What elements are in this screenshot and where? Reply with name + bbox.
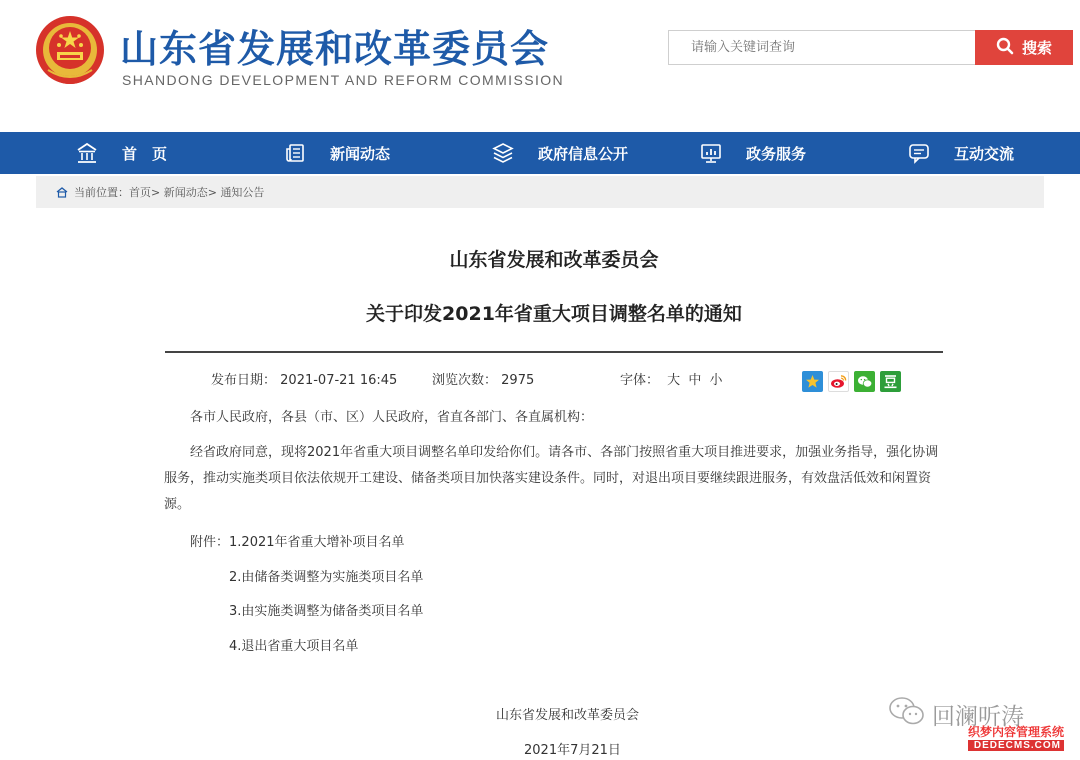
- breadcrumb-notices[interactable]: 通知公告: [220, 186, 265, 199]
- publish-date: [211, 369, 397, 388]
- qzone-icon[interactable]: [802, 371, 823, 392]
- font-size-control: [620, 369, 722, 388]
- wechat-logo-icon: [888, 696, 926, 732]
- service-icon: [700, 142, 722, 164]
- search-button-label: 搜索: [1021, 39, 1052, 57]
- nav-label: 新闻动态: [330, 144, 391, 163]
- view-count-value: 2975: [501, 373, 535, 388]
- search-input[interactable]: [669, 31, 976, 64]
- attachment-link[interactable]: 1.2021年省重大增补项目名单: [229, 535, 405, 550]
- nav-label: 政府信息公开: [538, 144, 629, 163]
- breadcrumb-separator: >: [151, 185, 164, 199]
- search-box: [668, 30, 976, 65]
- nav-item-service[interactable]: [624, 132, 832, 174]
- share-bar: [802, 371, 901, 392]
- dedecms-line2: DEDECMS.COM: [968, 740, 1064, 751]
- signature: 山东省发展和改革委员会: [496, 708, 640, 723]
- attachments-label: 附件：: [190, 535, 230, 550]
- publish-date-value: 2021-07-21 16:45: [280, 373, 398, 388]
- font-size-large[interactable]: 大: [667, 373, 681, 388]
- location-home-icon: [56, 187, 68, 198]
- weibo-icon[interactable]: [828, 371, 849, 392]
- dedecms-watermark: [968, 723, 1064, 751]
- site-header: [0, 0, 1080, 132]
- site-title: 山东省发展和改革委员会: [120, 27, 550, 71]
- title-divider: [165, 351, 943, 353]
- view-count: [432, 369, 534, 388]
- nav-label: 互动交流: [954, 144, 1015, 163]
- attachment-link[interactable]: 2.由储备类调整为实施类项目名单: [229, 570, 424, 585]
- sign-date: 2021年7月21日: [524, 743, 621, 758]
- nav-item-news[interactable]: [208, 132, 416, 174]
- wechat-icon[interactable]: [854, 371, 875, 392]
- view-count-label: 浏览次数：: [432, 373, 498, 388]
- attachment-link[interactable]: 4.退出省重大项目名单: [229, 639, 359, 654]
- article-org-title: 山东省发展和改革委员会: [449, 249, 659, 271]
- font-size-medium[interactable]: 中: [688, 373, 702, 388]
- breadcrumb-separator: >: [207, 185, 221, 199]
- article-body: 经省政府同意，现将2021年省重大项目调整名单印发给你们。请各市、各部门按照省重大项目推进要求，加强业务指导，强化协调服务，推动实施类项目依法依规开工建设、储备类项目加快落实建设条件。同时，对退出项目要继续跟进服务，有效盘活低效和闲置资源。: [164, 445, 939, 512]
- dedecms-line1: 织梦内容管理系统: [968, 725, 1065, 739]
- salutation: 各市人民政府，各县（市、区）人民政府，省直各部门、各直属机构：: [190, 410, 594, 425]
- nav-item-home[interactable]: [0, 132, 208, 174]
- site-subtitle: SHANDONG DEVELOPMENT AND REFORM COMMISSION: [122, 72, 565, 88]
- wechat-account-name: 回澜听涛: [932, 703, 1024, 730]
- nav-label: 首 页: [122, 144, 168, 163]
- font-size-label: 字体：: [620, 373, 660, 388]
- breadcrumb-prefix: 当前位置：: [74, 186, 129, 199]
- nav-item-gov-info[interactable]: [416, 132, 629, 174]
- article-title: 关于印发2021年省重大项目调整名单的通知: [366, 303, 742, 325]
- main-nav: [0, 132, 1080, 174]
- attachment-link[interactable]: 3.由实施类调整为储备类项目名单: [229, 604, 424, 619]
- chat-icon: [908, 142, 930, 164]
- nav-item-interaction[interactable]: [832, 132, 1040, 174]
- search-button[interactable]: [975, 30, 1073, 65]
- layers-icon: [492, 142, 514, 164]
- nav-label: 政务服务: [746, 144, 807, 163]
- national-emblem-logo: [34, 14, 106, 90]
- home-icon: [76, 142, 98, 164]
- breadcrumb-home[interactable]: 首页: [129, 186, 151, 199]
- font-size-small[interactable]: 小: [709, 373, 723, 388]
- attachment-1: [190, 531, 405, 550]
- douban-icon[interactable]: [880, 371, 901, 392]
- news-icon: [284, 142, 306, 164]
- publish-date-label: 发布日期：: [211, 373, 277, 388]
- breadcrumb-news[interactable]: 新闻动态: [163, 186, 208, 199]
- breadcrumb: [36, 176, 1044, 208]
- search-icon: [996, 37, 1014, 59]
